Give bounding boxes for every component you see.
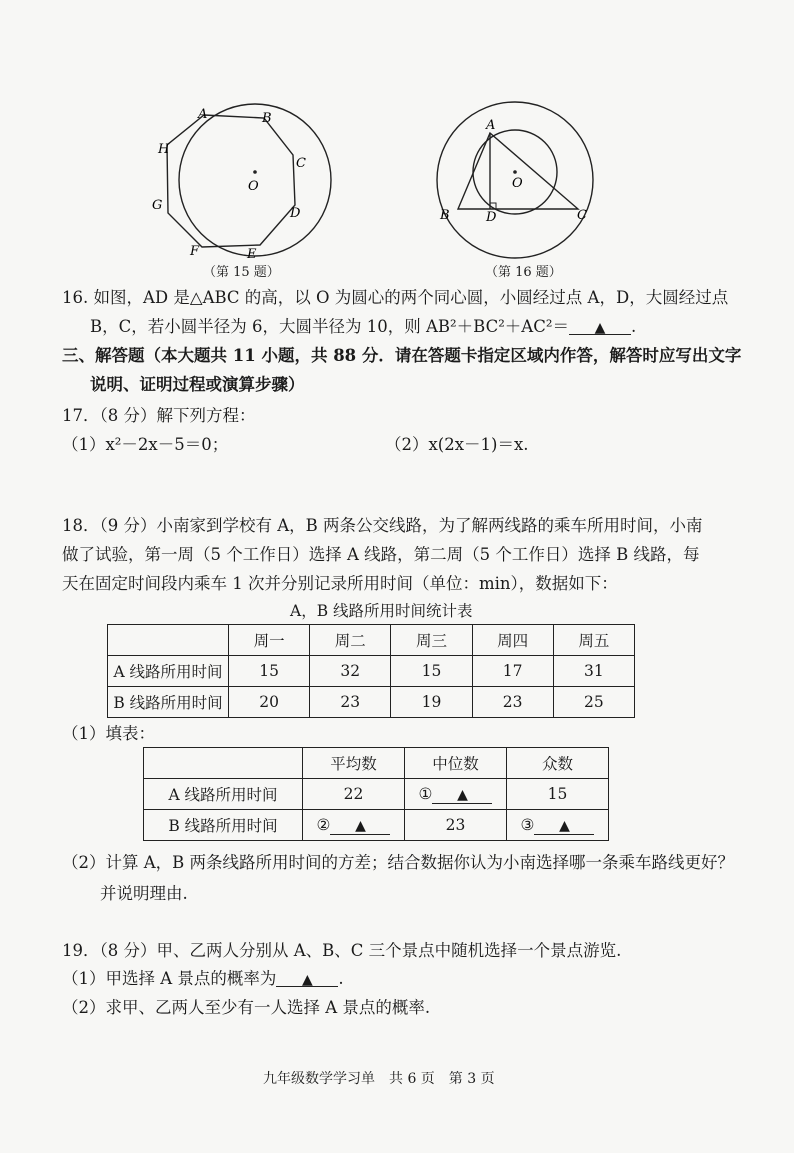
q18-stats-table (143, 747, 609, 841)
row-label-cell: B 线路所用时间 (144, 810, 303, 841)
table-row (108, 656, 635, 687)
fig15-octagon (167, 115, 295, 247)
fig16-label-A: A (486, 118, 496, 133)
answer-blank-2 (330, 816, 390, 835)
table-cell: 15 (391, 656, 472, 687)
table-cell: 23 (405, 810, 507, 841)
answer-blank-1 (432, 785, 492, 804)
circled-number-3: ③ (520, 815, 535, 834)
circled-number-1: ① (418, 784, 433, 803)
fig15-label-A: A (198, 107, 208, 122)
fig15-label-E: E (247, 247, 257, 262)
figure-16 (430, 95, 610, 265)
table-header-cell (108, 625, 229, 656)
table-row (108, 687, 635, 718)
q19-answer-blank (276, 968, 338, 987)
q16-line1: 16. 如图，AD 是△ABC 的高，以 O 为圆心的两个同心圆，小圆经过点 A，D，大圆经过点 (62, 288, 729, 307)
table-cell-blank-3 (507, 810, 609, 841)
circled-number-2: ② (316, 815, 331, 834)
table-cell: 19 (391, 687, 472, 718)
q19-line1: 19．（8 分）甲、乙两人分别从 A、B、C 三个景点中随机选择一个景点游览. (62, 941, 622, 960)
table-header-cell: 周四 (472, 625, 553, 656)
fig16-label-C: C (577, 208, 587, 223)
table-header-cell (144, 748, 303, 779)
table-header-cell: 众数 (507, 748, 609, 779)
figure-15 (140, 95, 340, 265)
q18-line2: 做了试验，第一周（5 个工作日）选择 A 线路，第二周（5 个工作日）选择 B 线路，每 (62, 545, 700, 564)
q18-time-table (107, 624, 635, 718)
q16-line2-text: B，C，若小圆半径为 6，大圆半径为 10，则 AB²＋BC²＋AC²＝ (90, 317, 569, 336)
page-footer: 九年级数学学习单 共 6 页 第 3 页 (263, 1071, 495, 1087)
table-cell: 20 (229, 687, 310, 718)
table-cell-blank-1 (405, 779, 507, 810)
blank-triangle-icon: ▲ (457, 786, 468, 803)
row-label-cell: B 线路所用时间 (108, 687, 229, 718)
table-cell: 32 (310, 656, 391, 687)
q17-title: 17．（8 分）解下列方程： (62, 406, 256, 425)
table-cell-blank-2 (303, 810, 405, 841)
table-cell: 23 (310, 687, 391, 718)
fig16-label-O: O (512, 176, 523, 191)
table-cell: 25 (553, 687, 634, 718)
q16-period: . (630, 317, 637, 336)
table-row (144, 810, 609, 841)
q19-part1-text: （1）甲选择 A 景点的概率为 (62, 969, 277, 988)
fig15-label-B: B (262, 111, 272, 126)
blank-triangle-icon: ▲ (302, 972, 313, 988)
table-row (144, 748, 609, 779)
q19-period: . (338, 969, 344, 988)
q18-line3: 天在固定时间段内乘车 1 次并分别记录所用时间（单位：min），数据如下： (62, 574, 618, 593)
table-cell: 15 (507, 779, 609, 810)
fig15-label-O: O (248, 179, 259, 194)
row-label-cell: A 线路所用时间 (144, 779, 303, 810)
table-cell: 23 (472, 687, 553, 718)
table-cell: 17 (472, 656, 553, 687)
q16-line2 (90, 316, 636, 338)
table-cell: 22 (303, 779, 405, 810)
q17-part1: （1）x²－2x－5＝0； (62, 435, 229, 454)
q18-line1: 18．（9 分）小南家到学校有 A，B 两条公交线路，为了解两线路的乘车所用时间，小南 (62, 516, 703, 535)
q19-part1 (62, 968, 344, 990)
table-header-cell: 周二 (310, 625, 391, 656)
table-header-cell: 周一 (229, 625, 310, 656)
table-cell: 31 (553, 656, 634, 687)
blank-triangle-icon: ▲ (594, 320, 606, 336)
table-row (108, 625, 635, 656)
q18-fill-label: （1）填表： (62, 724, 155, 743)
row-label-cell: A 线路所用时间 (108, 656, 229, 687)
fig16-label-B: B (440, 208, 450, 223)
blank-triangle-icon: ▲ (559, 817, 570, 834)
table-row (144, 779, 609, 810)
q19-part2: （2）求甲、乙两人至少有一人选择 A 景点的概率. (62, 998, 431, 1017)
q18-part2-line1: （2）计算 A，B 两条线路所用时间的方差；结合数据你认为小南选择哪一条乘车路线更好？ (62, 853, 735, 872)
table-header-cell: 中位数 (405, 748, 507, 779)
fig15-label-F: F (190, 244, 200, 259)
answer-blank-3 (534, 816, 594, 835)
fig15-label-H: H (158, 142, 170, 157)
table-cell: 15 (229, 656, 310, 687)
fig15-label-C: C (296, 156, 306, 171)
section3-heading-line2: 说明、证明过程或演算步骤） (90, 375, 305, 394)
fig15-caption: （第 15 题） (203, 265, 280, 280)
q18-table-title: A，B 线路所用时间统计表 (290, 602, 473, 620)
table-header-cell: 周三 (391, 625, 472, 656)
table-header-cell: 周五 (553, 625, 634, 656)
fig16-triangle (458, 133, 578, 209)
blank-triangle-icon: ▲ (355, 817, 366, 834)
q18-part2-line2: 并说明理由. (100, 884, 188, 903)
q16-answer-blank (569, 316, 631, 335)
fig16-label-D: D (486, 210, 497, 225)
section3-heading-line1: 三、解答题（本大题共 11 小题，共 88 分．请在答题卡指定区域内作答，解答时应写出文字 (62, 346, 742, 365)
table-header-cell: 平均数 (303, 748, 405, 779)
fig16-caption: （第 16 题） (485, 265, 562, 280)
fig15-label-G: G (152, 198, 163, 213)
q17-part2: （2）x(2x－1)＝x. (385, 435, 529, 454)
fig15-label-D: D (290, 206, 301, 221)
